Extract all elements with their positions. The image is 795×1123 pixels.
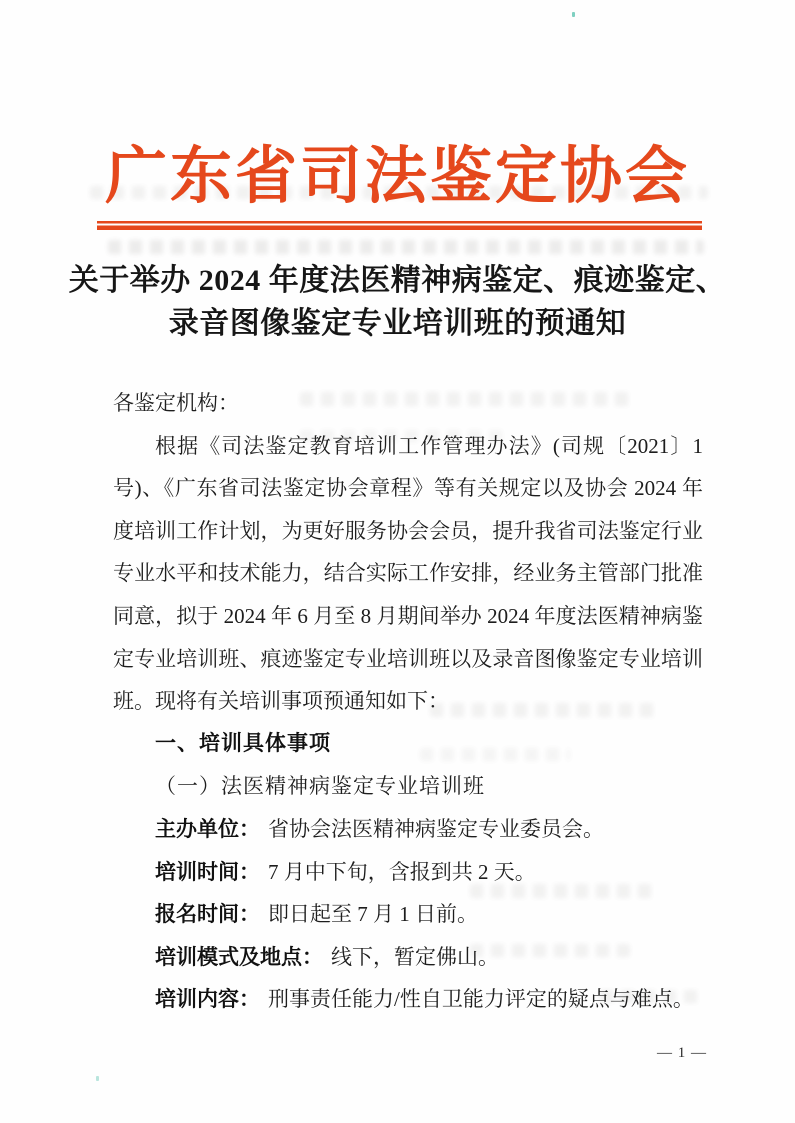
- detail-row: [113, 851, 703, 894]
- scan-speck: [96, 1076, 99, 1081]
- notice-title: [0, 259, 795, 345]
- subsection-heading: （一）法医精神病鉴定专业培训班: [155, 774, 485, 799]
- detail-value: 即日起至 7 月 1 日前。: [268, 902, 478, 927]
- paragraph-line: 班。现将有关培训事项预通知如下：: [113, 689, 449, 714]
- detail-label: 培训模式及地点：: [155, 945, 323, 969]
- salutation: 各鉴定机构：: [113, 391, 239, 415]
- detail-value: 线下，暂定佛山。: [331, 944, 499, 969]
- detail-row: [113, 808, 703, 851]
- detail-label: 主办单位：: [155, 817, 260, 841]
- detail-row: [113, 936, 703, 979]
- detail-label: 培训时间：: [155, 860, 260, 884]
- detail-value: 7 月中下旬，含报到共 2 天。: [268, 859, 536, 884]
- letterhead-double-rule: [97, 221, 702, 230]
- notice-title-line-1: 关于举办 2024 年度法医精神病鉴定、痕迹鉴定、: [68, 264, 727, 297]
- detail-value: 刑事责任能力/性自卫能力评定的疑点与难点。: [268, 987, 694, 1012]
- section-heading: 一、培训具体事项: [155, 731, 331, 755]
- paragraph-line: 定专业培训班、痕迹鉴定专业培训班以及录音图像鉴定专业培训: [113, 646, 703, 671]
- notice-body: [113, 382, 703, 1021]
- paragraph-line: 号)、《广东省司法鉴定协会章程》等有关规定以及协会 2024 年: [113, 476, 703, 501]
- detail-value: 省协会法医精神病鉴定专业委员会。: [268, 816, 604, 841]
- bleedthrough-artifact: [108, 240, 704, 254]
- detail-row: [113, 893, 703, 936]
- paragraph-line: 根据《司法鉴定教育培训工作管理办法》(司规〔2021〕1: [155, 433, 703, 458]
- paragraph-line: 同意，拟于 2024 年 6 月至 8 月期间举办 2024 年度法医精神病鉴: [113, 603, 703, 628]
- scan-speck: [572, 12, 575, 17]
- detail-label: 培训内容：: [155, 988, 260, 1012]
- detail-label: 报名时间：: [155, 903, 260, 927]
- detail-row: [113, 978, 703, 1021]
- letterhead-title: 广东省司法鉴定协会: [104, 143, 690, 211]
- paragraph-line: 专业水平和技术能力，结合实际工作安排，经业务主管部门批准: [113, 561, 703, 586]
- notice-title-line-2: 录音图像鉴定专业培训班的预通知: [168, 307, 627, 340]
- page-number: — 1 —: [657, 1045, 707, 1061]
- paragraph-line: 度培训工作计划，为更好服务协会会员，提升我省司法鉴定行业: [113, 518, 703, 543]
